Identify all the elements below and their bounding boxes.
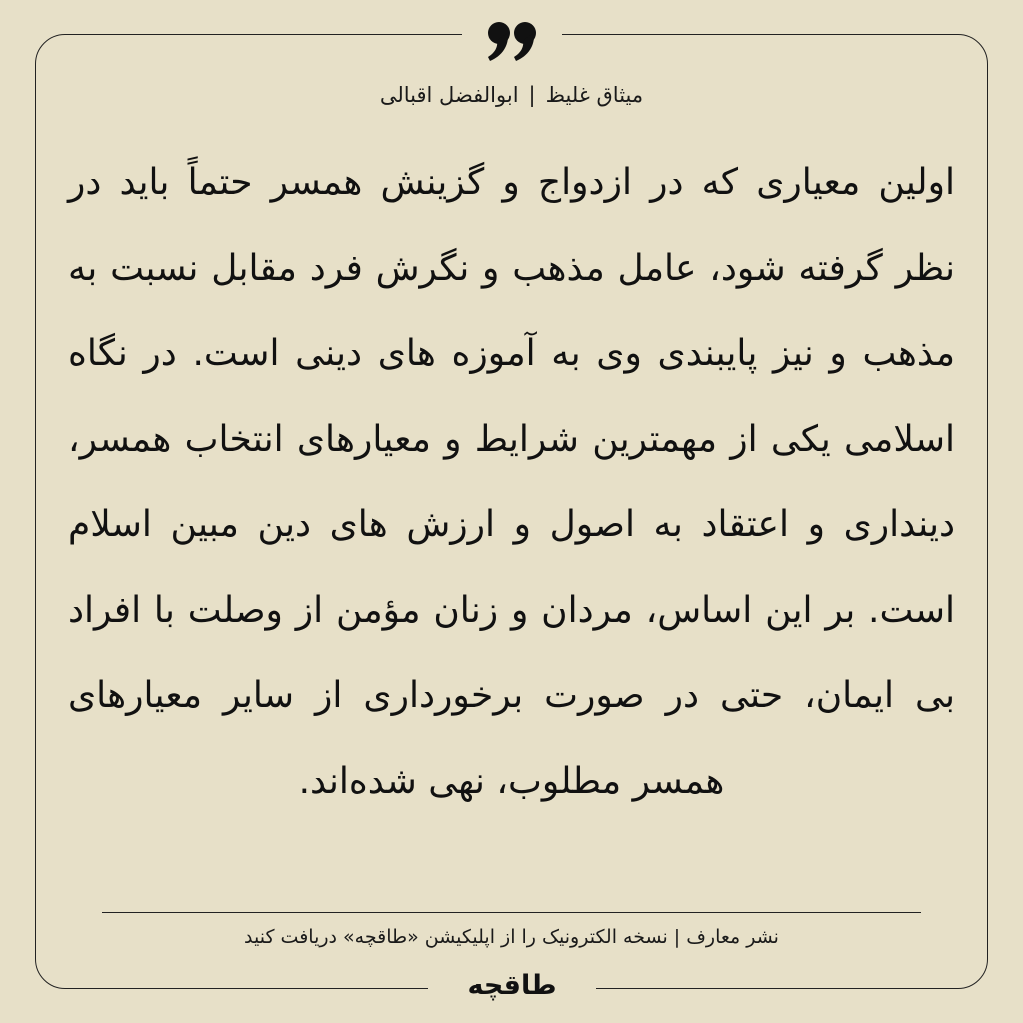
book-title: میثاق غلیظ: [545, 83, 644, 107]
quote-mark-icon: [482, 18, 542, 64]
book-header: [0, 80, 1023, 110]
quote-text: اولین معیاری که در ازدواج و گزینش همسر حتماً باید در نظر گرفته شود، عامل مذهب و نگرش فرد مقابل نسبت به مذهب و نیز پایبندی وی به آموزه های دینی است. در نگاه اسلامی یکی از مهمترین شرایط و معیارهای انتخاب همسر، دینداری و اعتقاد به اصول و ارزش های دین مبین اسلام است. بر این اساس، مردان و زنان مؤمن از وصلت با افراد بی ایمان، حتی در صورت برخورداری از سایر معیارهای همسر مطلوب، نهی شده‌اند.: [68, 162, 955, 802]
footer-note: نشر معارف | نسخه الکترونیک را از اپلیکیشن «طاقچه» دریافت کنید: [244, 926, 779, 948]
footer-divider: [102, 912, 921, 913]
header-separator: |: [528, 83, 536, 107]
taaghche-logo: طاقچه: [467, 970, 557, 1001]
book-author: ابوالفضل اقبالی: [379, 83, 519, 107]
